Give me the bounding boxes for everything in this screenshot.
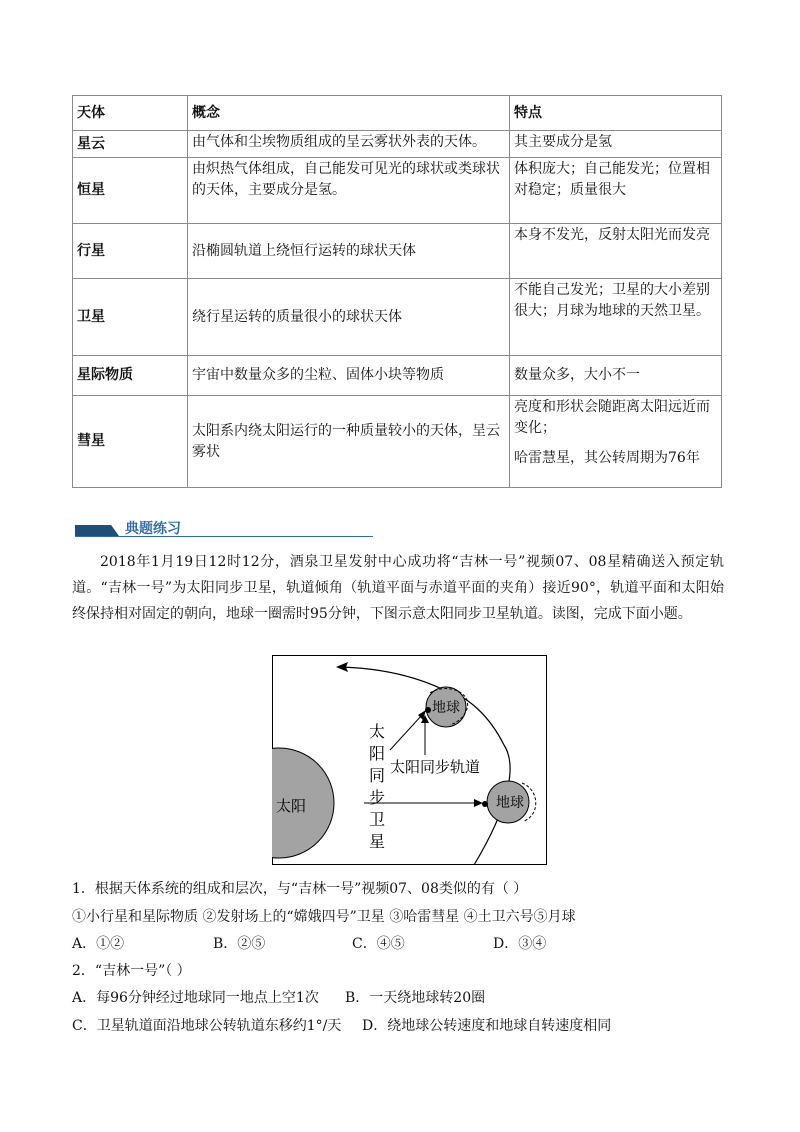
celestial-table: [72, 95, 722, 488]
question-1-option[interactable]: D．③④: [493, 936, 547, 952]
table-row: [73, 279, 722, 356]
question-1-option[interactable]: B．②⑤: [213, 936, 266, 952]
question-2-option[interactable]: A．每96分钟经过地球同一地点上空1次: [72, 990, 319, 1006]
satellite-dot: [482, 801, 488, 807]
earth-bottom-label: 地球: [496, 795, 524, 811]
satellite-label-char: 同: [368, 766, 386, 785]
header-cell: 特点: [510, 96, 722, 131]
question-2-option[interactable]: B．一天绕地球转20圈: [345, 990, 486, 1006]
row-name: 卫星: [73, 279, 188, 356]
question-1-option[interactable]: C．④⑤: [352, 936, 405, 952]
sun-label: 太阳: [275, 797, 307, 815]
section-heading: [75, 518, 373, 538]
satellite-label-char: 星: [368, 832, 386, 851]
row-name: 行星: [73, 224, 188, 279]
row-feature: 体积庞大；自己能发光；位置相对稳定；质量很大: [510, 158, 722, 224]
satellite-label-char: 卫: [368, 810, 386, 829]
row-concept: 宇宙中数量众多的尘粒、固体小块等物质: [188, 356, 510, 396]
row-feature: 本身不发光，反射太阳光而发亮: [510, 224, 722, 279]
row-name: 彗星: [73, 396, 188, 488]
feature-line: 哈雷慧星，其公转周期为76年: [514, 450, 700, 466]
question-1-items: ①小行星和星际物质 ②发射场上的“嫦娥四号”卫星 ③哈雷彗星 ④土卫六号⑤月球: [72, 909, 576, 925]
row-concept: 绕行星运转的质量很小的球状天体: [188, 279, 510, 356]
row-feature: 其主要成分是氢: [510, 131, 722, 158]
row-feature: [510, 396, 722, 488]
row-concept: 太阳系内绕太阳运行的一种质量较小的天体，呈云雾状: [188, 396, 510, 488]
row-name: 星云: [73, 131, 188, 158]
header-cell: 天体: [73, 96, 188, 131]
table-row: [73, 158, 722, 224]
row-feature: 数量众多，大小不一: [510, 356, 722, 396]
question-2-option[interactable]: C．卫星轨道面沿地球公转轨道东移约1°/天: [72, 1018, 342, 1034]
table-row: [73, 224, 722, 279]
orbit-diagram: [272, 655, 547, 865]
table-row: [73, 396, 722, 488]
section-marker: [75, 525, 119, 536]
satellite-label-char: 太: [368, 722, 386, 741]
question-2-option[interactable]: D．绕地球公转速度和地球自转速度相同: [362, 1018, 612, 1034]
row-concept: 沿椭圆轨道上绕恒行运转的球状天体: [188, 224, 510, 279]
feature-line: 亮度和形状会随距离太阳远近而变化；: [514, 399, 710, 436]
question-1-stem: 1．根据天体系统的组成和层次，与“吉林一号”视频07、08类似的有（ ）: [72, 881, 528, 897]
row-feature: 不能自己发光；卫星的大小差别很大；月球为地球的天然卫星。: [510, 279, 722, 356]
satellite-label-char: 阳: [368, 744, 386, 763]
row-name: 恒星: [73, 158, 188, 224]
question-2-stem: 2．“吉林一号”（ ）: [72, 963, 191, 979]
section-underline: [75, 536, 373, 537]
satellite-label-char: 步: [368, 788, 386, 807]
table-row: [73, 131, 722, 158]
row-concept: 由炽热气体组成，自己能发可见光的球状或类球状的天体，主要成分是氢。: [188, 158, 510, 224]
table-row: [73, 356, 722, 396]
orbit-label: 太阳同步轨道: [389, 758, 481, 776]
row-concept: 由气体和尘埃物质组成的呈云雾状外表的天体。: [188, 131, 510, 158]
question-1-option[interactable]: A．①②: [72, 936, 125, 952]
satellite-dot: [425, 707, 431, 713]
earth-top-label: 地球: [432, 700, 460, 716]
section-title: 典题练习: [125, 521, 181, 537]
table-header-row: [73, 96, 722, 131]
row-name: 星际物质: [73, 356, 188, 396]
header-cell: 概念: [188, 96, 510, 131]
passage: 2018年1月19日12时12分，酒泉卫星发射中心成功将“吉林一号”视频07、08星精确送入预定轨道。“吉林一号”为太阳同步卫星，轨道倾角（轨道平面与赤道平面的夹角）接近90°，轨道平面和太阳始终保持相对固定的朝向，地球一圈需时95分钟，下图示意太阳同步卫星轨道。读图，完成下面小题。: [72, 554, 724, 622]
